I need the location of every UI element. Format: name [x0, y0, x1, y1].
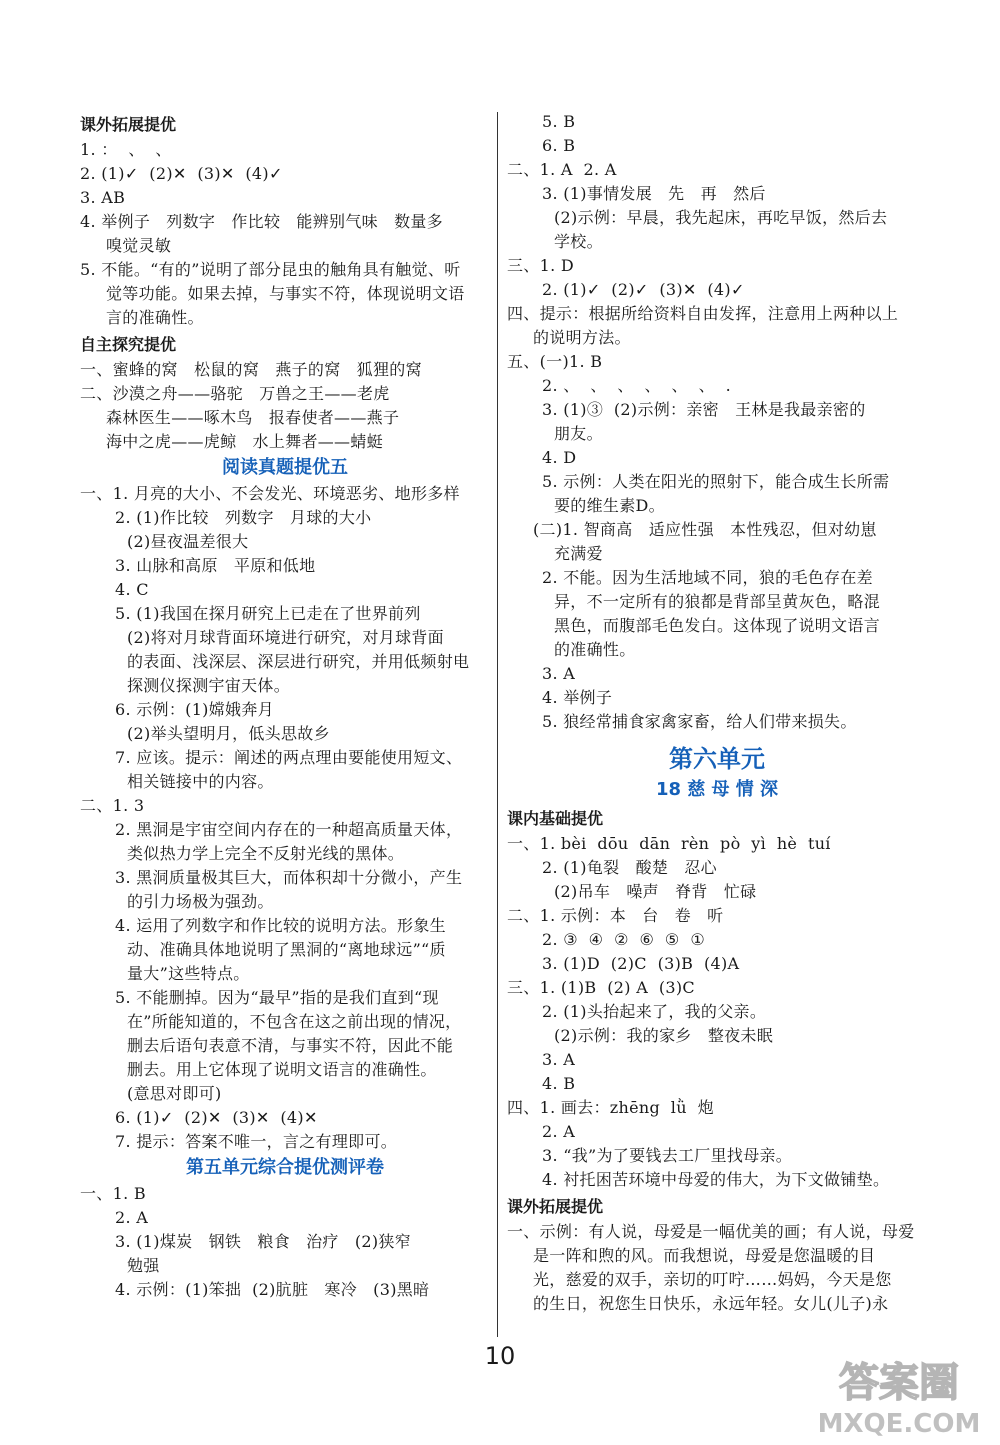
answer-line: (2)昼夜温差很大 — [127, 532, 249, 551]
answer-line: 三、1. (1)B (2) A (3)C — [507, 978, 695, 997]
answer-line: 4. 举例子 列数字 作比较 能辨别气味 数量多 — [80, 212, 443, 231]
answer-line: (2)示例：早晨，我先起床，再吃早饭，然后去 — [554, 208, 888, 227]
answer-line: (2)将对月球背面环境进行研究，对月球背面 — [127, 628, 444, 647]
answer-line: 3. 山脉和高原 平原和低地 — [115, 556, 316, 575]
answer-line: 勉强 — [127, 1256, 160, 1275]
answer-line: 6. B — [542, 136, 576, 155]
answer-line: 一、1. bèi dōu dān rèn pò yì hè tuí — [507, 834, 831, 853]
answer-line: 4. C — [115, 580, 149, 599]
answer-line: 五、(一)1. B — [507, 352, 603, 371]
answer-line: 的说明方法。 — [533, 328, 631, 347]
answer-line: 2. (1)作比较 列数字 月球的大小 — [115, 508, 372, 527]
answer-line: 4. 运用了列数字和作比较的说明方法。形象生 — [115, 916, 446, 935]
left-column — [80, 110, 490, 1302]
watermark-url: MXQE.COM — [817, 1409, 981, 1439]
answer-line: 2. (1)龟裂 酸楚 忍心 — [542, 858, 717, 877]
answer-line: 要的维生素D。 — [554, 496, 665, 515]
answer-line: 3. “我”为了要钱去工厂里找母亲。 — [542, 1146, 793, 1165]
section-title: 18 慈 母 情 深 — [655, 779, 779, 800]
answer-line: 4. B — [542, 1074, 576, 1093]
answer-line: 2. 黑洞是宇宙空间内存在的一种超高质量天体， — [115, 820, 463, 839]
answer-line: 的引力场极为强劲。 — [127, 892, 274, 911]
answer-line: 一、1. B — [80, 1184, 146, 1203]
answer-line: 2. (1)头抬起来了，我的父亲。 — [542, 1002, 767, 1021]
answer-line: 相关链接中的内容。 — [127, 772, 274, 791]
answer-line: 3. A — [542, 664, 576, 683]
answer-line: 3. AB — [80, 188, 126, 207]
answer-line: 5. 示例：人类在阳光的照射下，能合成生长所需 — [542, 472, 890, 491]
answer-line: 黑色，而腹部毛色发白。这体现了说明文语言 — [554, 616, 881, 635]
watermark-cn: 答案圈 — [839, 1360, 959, 1406]
answer-line: 2. ③ ④ ② ⑥ ⑤ ① — [542, 930, 705, 949]
answer-line: 探测仪探测宇宙天体。 — [127, 676, 291, 695]
answer-line: 异，不一定所有的狼都是背部呈黄灰色，略混 — [554, 592, 881, 611]
watermark-logo — [811, 1344, 986, 1439]
answer-line: 森林医生——啄木鸟 报春使者——燕子 — [106, 408, 400, 427]
answer-line: 二、沙漠之舟——骆驼 万兽之王——老虎 — [80, 384, 390, 403]
answer-line: 光，慈爱的双手，亲切的叮咛……妈妈，今天是您 — [533, 1270, 892, 1289]
answer-line: 觉等功能。如果去掉，与事实不符，体现说明文语 — [106, 284, 465, 303]
answer-line: 2. (1)✓ (2)✓ (3)✕ (4)✓ — [542, 280, 745, 299]
answer-line: 三、1. D — [507, 256, 574, 275]
answer-line: 海中之虎——虎鲸 水上舞者——蜻蜓 — [106, 432, 383, 451]
answer-line: 5. (1)我国在探月研究上已走在了世界前列 — [115, 604, 421, 623]
answer-line: 一、1. 月亮的大小、不会发光、环境恶劣、地形多样 — [80, 484, 460, 503]
answer-line: 5. 不能删掉。因为“最早”指的是我们直到“现 — [115, 988, 439, 1007]
answer-line: (2)吊车 噪声 脊背 忙碌 — [554, 882, 757, 901]
answer-line: 2. (1)✓ (2)✕ (3)✕ (4)✓ — [80, 164, 283, 183]
answer-line: 二、1. 示例：本 台 卷 听 — [507, 906, 724, 925]
answer-line: 的表面、浅深层、深层进行研究，并用低频射电 — [127, 652, 470, 671]
page-number: 10 — [484, 1342, 516, 1370]
answer-line: 4. 举例子 — [542, 688, 613, 707]
answer-line: 量大”这些特点。 — [127, 964, 250, 983]
answer-line: 4. D — [542, 448, 577, 467]
answer-line: 在”所能知道的，不包含在这之前出现的情况， — [127, 1012, 462, 1031]
answer-line: 3. A — [542, 1050, 576, 1069]
answer-line: 嗅觉灵敏 — [106, 236, 172, 255]
answer-line: 类似热力学上完全不反射光线的黑体。 — [127, 844, 405, 863]
answer-line: (2)示例：我的家乡 整夜未眠 — [554, 1026, 774, 1045]
answer-line: 7. 应该。提示：阐述的两点理由要能使用短文、 — [115, 748, 463, 767]
answer-line: 的生日，祝您生日快乐，永远年轻。女儿(儿子)永 — [533, 1294, 889, 1313]
answer-line: 5. B — [542, 112, 576, 131]
answer-line: 删去。用上它体现了说明文语言的准确性。 — [127, 1060, 437, 1079]
answer-line: 1. ： 、 、 — [80, 140, 172, 159]
column-divider — [497, 112, 498, 1337]
answer-line: 一、蜜蜂的窝 松鼠的窝 燕子的窝 狐狸的窝 — [80, 360, 422, 379]
answer-line: 3. (1)D (2)C (3)B (4)A — [542, 954, 740, 973]
answer-line: 3. 黑洞质量极其巨大，而体积却十分微小，产生 — [115, 868, 463, 887]
answer-line: 2. A — [542, 1122, 576, 1141]
answer-line: 7. 提示：答案不唯一，言之有理即可。 — [115, 1132, 398, 1151]
answer-line: (意思对即可) — [127, 1084, 222, 1103]
answer-line: 4. 示例：(1)笨拙 (2)肮脏 寒冷 (3)黑暗 — [115, 1280, 430, 1299]
answer-line: 学校。 — [554, 232, 603, 251]
answer-line: 四、提示：根据所给资料自由发挥，注意用上两种以上 — [507, 304, 899, 323]
answer-line: 二、1. 3 — [80, 796, 145, 815]
answer-line: 6. 示例：(1)嫦娥奔月 — [115, 700, 274, 719]
section-heading: 自主探究提优 — [80, 335, 177, 354]
answer-line: 的准确性。 — [554, 640, 636, 659]
unit-heading: 第六单元 — [669, 745, 765, 773]
section-heading: 课外拓展提优 — [507, 1197, 604, 1216]
answer-line: 动、准确具体地说明了黑洞的“离地球远”“质 — [127, 940, 446, 959]
answer-line: 言的准确性。 — [106, 308, 204, 327]
answer-line: 3. (1)煤炭 钢铁 粮食 治疗 (2)狭窄 — [115, 1232, 412, 1251]
section-title: 阅读真题提优五 — [222, 457, 348, 478]
answer-line: 2. 不能。因为生活地域不同，狼的毛色存在差 — [542, 568, 873, 587]
answer-line: 是一阵和煦的风。而我想说，母爱是您温暖的目 — [533, 1246, 876, 1265]
section-title: 第五单元综合提优测评卷 — [186, 1157, 384, 1178]
answer-line: (二)1. 智商高 适应性强 本性残忍，但对幼崽 — [533, 520, 877, 539]
answer-line: 4. 衬托困苦环境中母爱的伟大，为下文做铺垫。 — [542, 1170, 890, 1189]
answer-line: 5. 狼经常捕食家禽家畜，给人们带来损失。 — [542, 712, 857, 731]
answer-line: 3. (1)③ (2)示例：亲密 王林是我最亲密的 — [542, 400, 866, 419]
answer-line: 删去后语句表意不清，与事实不符，因此不能 — [127, 1036, 454, 1055]
right-column — [507, 110, 927, 1316]
answer-line: 2. A — [115, 1208, 149, 1227]
answer-line: 四、1. 画去：zhēng lǜ 炮 — [507, 1098, 714, 1117]
answer-line: 二、1. A 2. A — [507, 160, 617, 179]
section-heading: 课内基础提优 — [507, 809, 604, 828]
answer-line: 5. 不能。“有的”说明了部分昆虫的触角具有触觉、听 — [80, 260, 461, 279]
answer-line: 6. (1)✓ (2)✕ (3)✕ (4)✕ — [115, 1108, 318, 1127]
answer-line: 朋友。 — [554, 424, 603, 443]
section-heading: 课外拓展提优 — [80, 115, 177, 134]
answer-line: (2)举头望明月，低头思故乡 — [127, 724, 330, 743]
answer-line: 2. 、 、 、 、 、 、 . — [542, 376, 732, 395]
answer-line: 3. (1)事情发展 先 再 然后 — [542, 184, 766, 203]
answer-line: 一、示例：有人说，母爱是一幅优美的画；有人说，母爱 — [507, 1222, 915, 1241]
answer-line: 充满爱 — [554, 544, 603, 563]
